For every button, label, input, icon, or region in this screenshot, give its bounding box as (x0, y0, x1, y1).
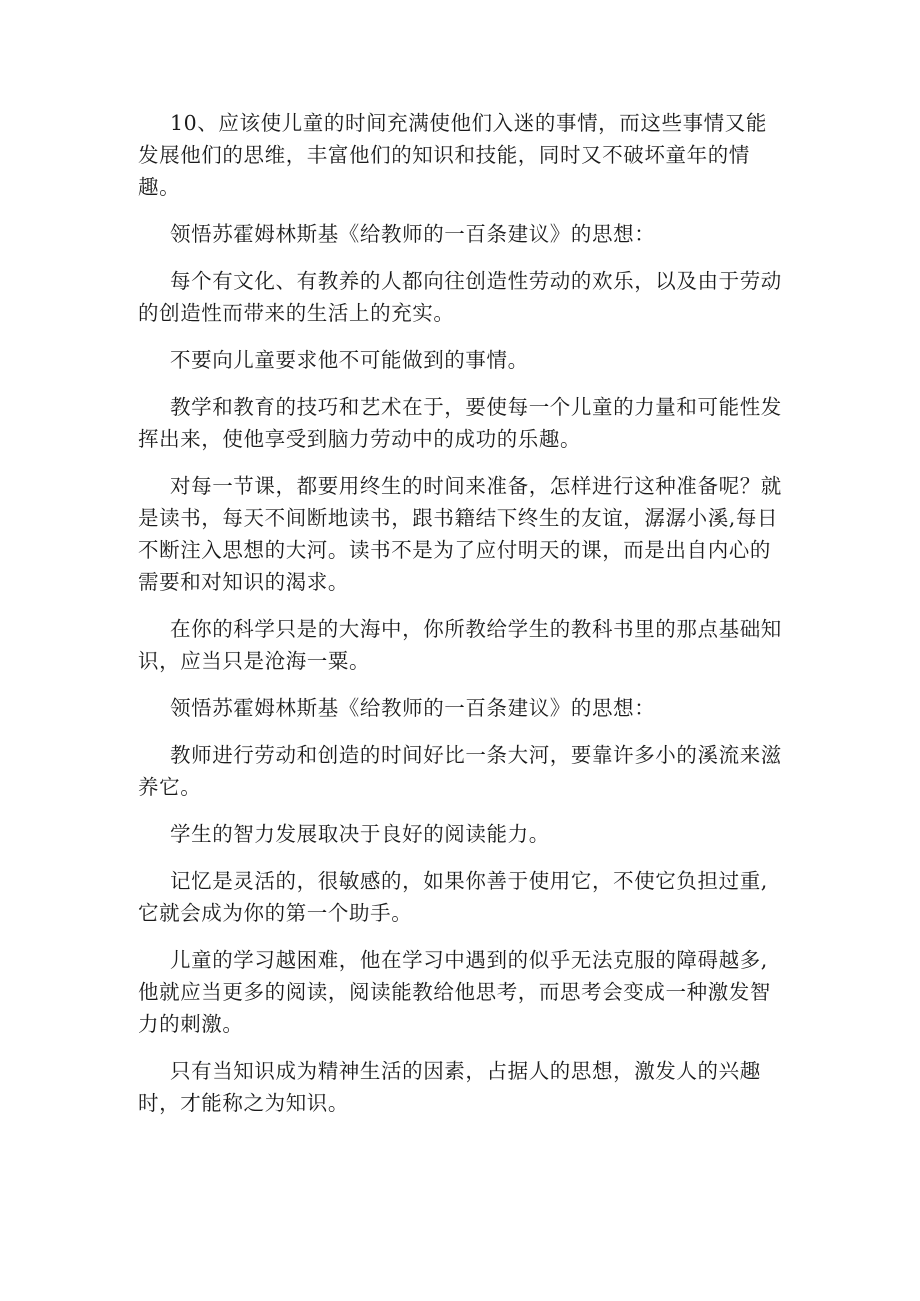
paragraph-9: 教师进行劳动和创造的时间好比一条大河，要靠许多小的溪流来滋养它。 (138, 743, 782, 799)
paragraph-3: 每个有文化、有教养的人都向往创造性劳动的欢乐，以及由于劳动的创造性而带来的生活上的充实。 (138, 269, 782, 325)
paragraph-13: 只有当知识成为精神生活的因素，占据人的思想，激发人的兴趣时，才能称之为知识。 (138, 1059, 761, 1115)
paragraph-8: 领悟苏霍姆林斯基《给教师的一百条建议》的思想： (170, 696, 656, 720)
paragraph-10: 学生的智力发展取决于良好的阅读能力。 (170, 822, 550, 846)
document-body (138, 107, 788, 1119)
paragraph-12: 儿童的学习越困难，他在学习中遇到的似乎无法克服的障碍越多,他就应当更多的阅读，阅读能教给他思考，而思考会变成一种激发智力的刺激。 (138, 948, 771, 1036)
paragraph-4: 不要向儿童要求他不可能做到的事情。 (170, 348, 529, 372)
paragraph-1: 10、应该使儿童的时间充满使他们入迷的事情，而这些事情又能发展他们的思维，丰富他们的知识和技能，同时又不破坏童年的情趣。 (138, 111, 767, 199)
paragraph-6: 对每一节课，都要用终生的时间来准备，怎样进行这种准备呢？就是读书，每天不间断地读书，跟书籍结下终生的友谊，潺潺小溪,每日不断注入思想的大河。读书不是为了应付明天的课，而是出自内心的需要和对知识的渴求。 (138, 474, 782, 594)
paragraph-7: 在你的科学只是的大海中，你所教给学生的教科书里的那点基础知识，应当只是沧海一粟。 (138, 617, 782, 673)
paragraph-5: 教学和教育的技巧和艺术在于，要使每一个儿童的力量和可能性发挥出来，使他享受到脑力劳动中的成功的乐趣。 (138, 395, 782, 451)
paragraph-2: 领悟苏霍姆林斯基《给教师的一百条建议》的思想： (170, 222, 656, 246)
paragraph-11: 记忆是灵活的，很敏感的，如果你善于使用它，不使它负担过重,它就会成为你的第一个助手。 (138, 869, 768, 925)
